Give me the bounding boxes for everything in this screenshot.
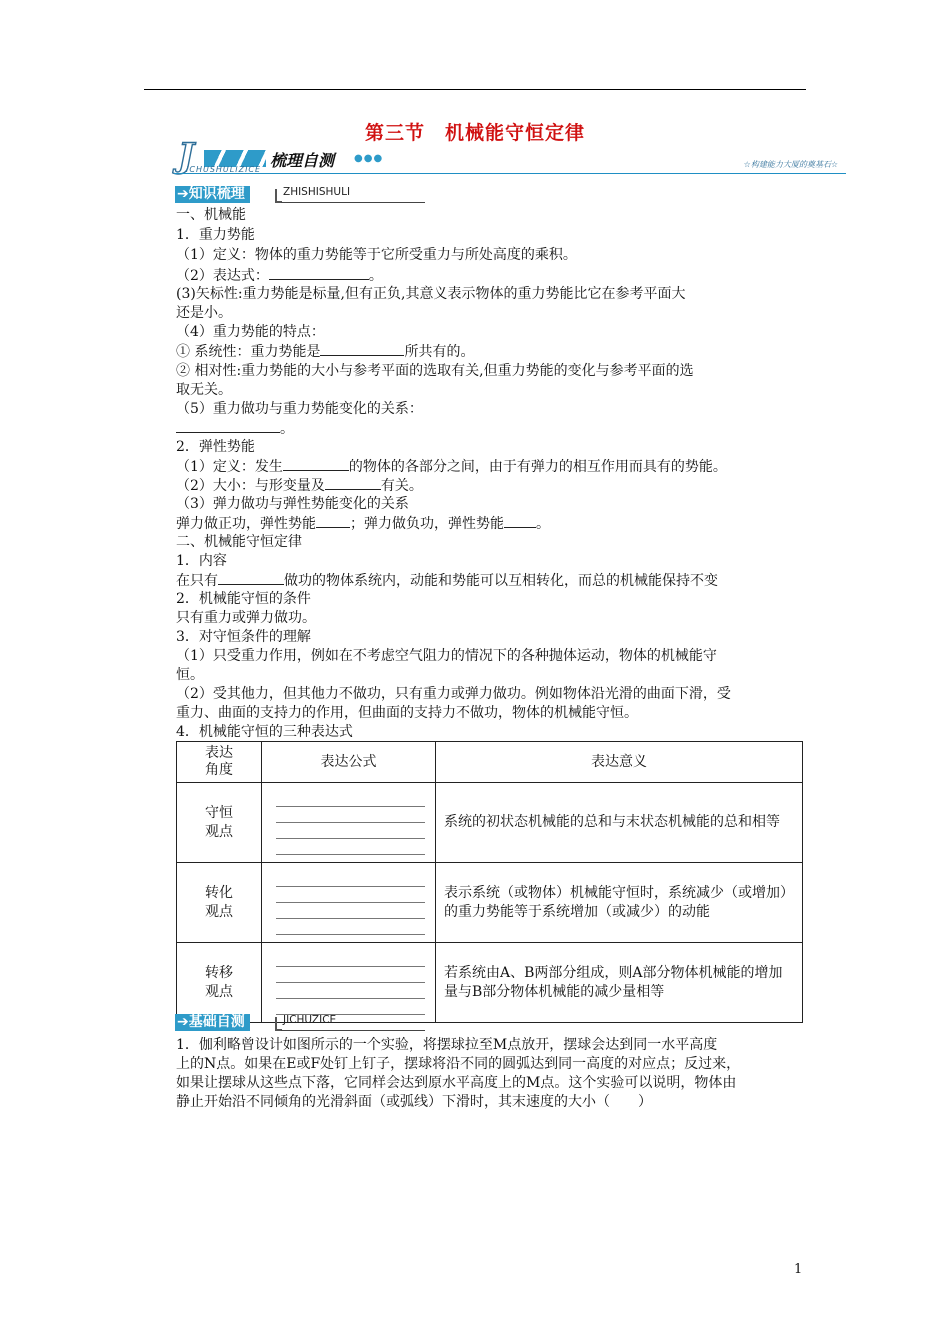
table-header: 表达公式 — [262, 742, 436, 783]
blank — [325, 476, 381, 490]
text-line: 恒。 — [176, 667, 204, 683]
banner-dots-icon: ●●● — [354, 153, 384, 164]
page-title: 第三节 机械能守恒定律 — [364, 122, 585, 144]
section-underline — [281, 202, 425, 203]
text-line: （2）大小：与形变量及 有关。 — [176, 478, 423, 494]
text-line: 在只有 做功的物体系统内，动能和势能可以互相转化，而总的机械能保持不变 — [176, 573, 718, 589]
text-line: （2）表达式： 。 — [176, 268, 383, 284]
table-header: 表达 角度 — [177, 742, 262, 783]
text-line: ① 系统性：重力势能是 所共有的。 — [176, 344, 475, 360]
text-line: 。 — [176, 419, 294, 439]
page-number: 1 — [794, 1262, 803, 1277]
text-line: 1．重力势能 — [176, 227, 255, 243]
pin-icon — [275, 189, 282, 203]
text-line: ② 相对性:重力势能的大小与参考平面的选取有关,但重力势能的变化与参考平面的选 — [176, 363, 694, 379]
table-row — [177, 783, 803, 863]
text-line: 只有重力或弹力做功。 — [176, 610, 316, 626]
blank — [176, 419, 280, 433]
text-line: 1．内容 — [176, 553, 227, 569]
expression-table — [176, 741, 803, 1023]
section-pinyin: ZHISHISHULI — [283, 186, 351, 198]
text-line: （3）弹力做功与弹性势能变化的关系 — [176, 496, 409, 512]
formula-blanks — [262, 863, 436, 943]
blank — [218, 571, 284, 585]
blank — [320, 342, 404, 356]
table-cell-angle: 守恒 观点 — [177, 783, 262, 863]
formula-blanks — [262, 783, 436, 863]
text-line: （1）只受重力作用，例如在不考虑空气阻力的情况下的各种抛体运动，物体的机械能守 — [176, 648, 717, 664]
text-line: 4．机械能守恒的三种表达式 — [176, 724, 353, 740]
text-line: 取无关。 — [176, 382, 232, 398]
text-line: 3．对守恒条件的理解 — [176, 629, 311, 645]
table-header-row — [177, 742, 803, 783]
text-line: （5）重力做功与重力势能变化的关系： — [176, 401, 423, 417]
text-line: （1）定义：发生 的物体的各部分之间，由于有弹力的相互作用而具有的势能。 — [176, 459, 727, 475]
section-heading-jichu — [175, 1014, 425, 1032]
text-line: 还是小。 — [176, 305, 232, 321]
question-line: 上的N点。如果在E或F处钉上钉子，摆球将沿不同的圆弧达到同一高度的对应点；反过来， — [176, 1056, 741, 1072]
blank — [316, 514, 350, 528]
text-line: 一、机械能 — [176, 207, 246, 223]
text-line: 2．机械能守恒的条件 — [176, 591, 311, 607]
blank — [269, 266, 369, 280]
text-line: （2）受其他力，但其他力不做功，只有重力或弹力做功。例如物体沿光滑的曲面下滑，受 — [176, 686, 731, 702]
question-line: 静止开始沿不同倾角的光滑斜面（或弧线）下滑时，其末速度的大小（ ） — [176, 1094, 652, 1110]
table-cell-angle: 转化 观点 — [177, 863, 262, 943]
table-cell-meaning: 表示系统（或物体）机械能守恒时，系统减少（或增加）的重力势能等于系统增加（或减少）的动能 — [436, 863, 803, 943]
text-line: 二、机械能守恒定律 — [176, 534, 302, 550]
table-header: 表达意义 — [436, 742, 803, 783]
question-line: 1．伽利略曾设计如图所示的一个实验，将摆球拉至M点放开，摆球会达到同一水平高度 — [176, 1037, 718, 1053]
text-line: (3)矢标性:重力势能是标量,但有正负,其意义表示物体的重力势能比它在参考平面大 — [176, 286, 686, 302]
pin-icon — [275, 1017, 282, 1031]
text-line: 2．弹性势能 — [176, 439, 255, 455]
blank — [504, 514, 536, 528]
banner-subtitle: ICHUSHULIZICE — [186, 165, 262, 174]
table-cell-meaning: 若系统由A、B两部分组成，则A部分物体机械能的增加量与B部分物体机械能的减少量相等 — [436, 943, 803, 1023]
text-line: 弹力做正功，弹性势能 ；弹力做负功，弹性势能 。 — [176, 516, 550, 532]
banner-slogan: ☆构建能力大厦的奠基石☆ — [743, 160, 838, 169]
question-line: 如果让摆球从这些点下落，它同样会达到原水平高度上的M点。这个实验可以说明，物体由 — [176, 1075, 737, 1091]
banner-rule — [174, 173, 846, 174]
section-heading-zhishi — [175, 186, 425, 204]
table-row — [177, 863, 803, 943]
text-line: （1）定义：物体的重力势能等于它所受重力与所处高度的乘积。 — [176, 247, 577, 263]
banner-title: 梳理自测 — [270, 151, 335, 170]
section-underline — [281, 1030, 425, 1031]
table-cell-meaning: 系统的初状态机械能的总和与末状态机械能的总和相等 — [436, 783, 803, 863]
section-pinyin: JICHUZICE — [283, 1014, 337, 1026]
blank — [283, 457, 349, 471]
section-banner — [174, 136, 846, 180]
table-cell-angle: 转移 观点 — [177, 943, 262, 1023]
formula-blanks — [262, 943, 436, 1023]
text-line: （4）重力势能的特点： — [176, 324, 325, 340]
section-label: ➔基础自测 — [175, 1014, 250, 1031]
table-row — [177, 943, 803, 1023]
banner-logo-letter: J — [178, 136, 195, 176]
section-label: ➔知识梳理 — [175, 186, 250, 203]
text-line: 重力、曲面的支持力的作用，但曲面的支持力不做功，物体的机械能守恒。 — [176, 705, 638, 721]
header-rule — [144, 89, 806, 90]
